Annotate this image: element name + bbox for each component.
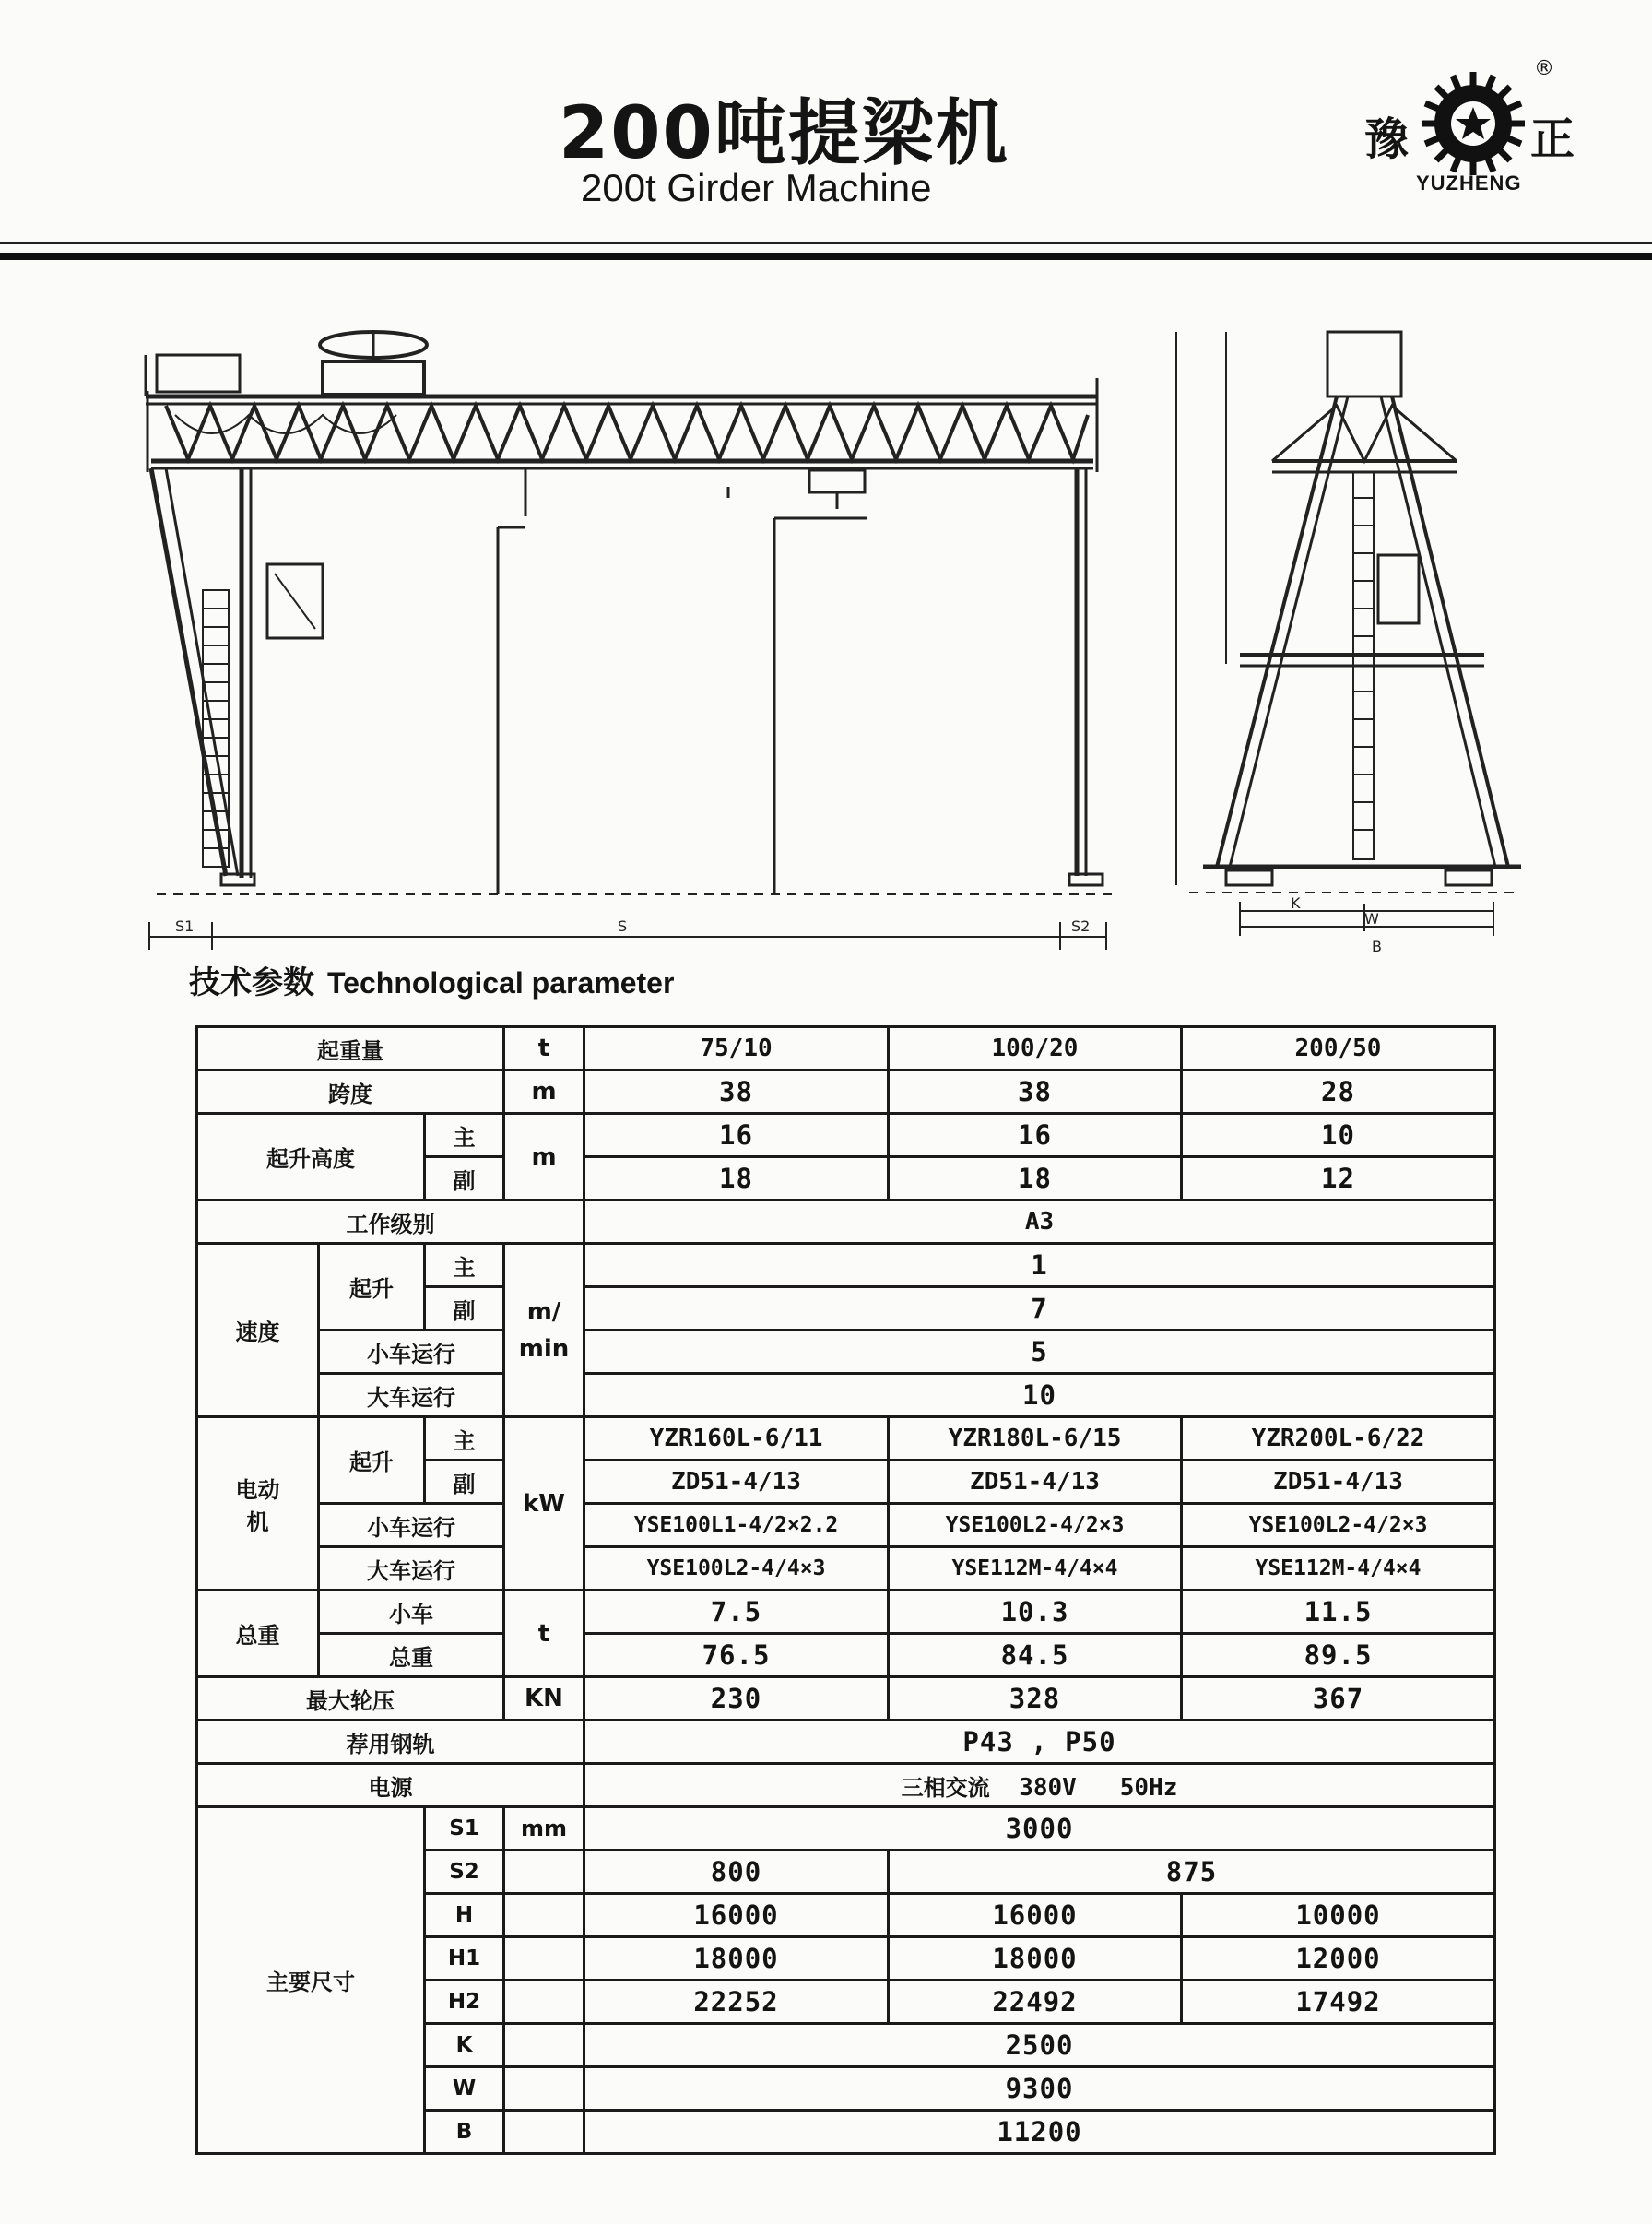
blank-cell [504, 2024, 584, 2067]
row-label: 总重 [197, 1591, 319, 1677]
value-cell: 800 [584, 1851, 889, 1894]
dim-label-s2: S2 [1071, 917, 1091, 935]
value-cell: 76.5 [584, 1634, 889, 1677]
blank-cell [504, 1981, 584, 2024]
value-cell: 367 [1182, 1677, 1495, 1721]
value-cell: 10000 [1182, 1894, 1495, 1937]
value-cell: 18 [584, 1157, 889, 1201]
value-cell: 11.5 [1182, 1591, 1495, 1634]
value-cell: 18 [889, 1157, 1182, 1201]
row-label: 工作级别 [197, 1201, 584, 1244]
unit-cell: t [504, 1591, 584, 1677]
value-cell: ZD51-4/13 [1182, 1461, 1495, 1504]
value-cell: ZD51-4/13 [889, 1461, 1182, 1504]
page-subtitle: 200t Girder Machine [581, 166, 932, 209]
value-cell: 17492 [1182, 1981, 1495, 2024]
value-cell: YSE112M-4/4×4 [889, 1547, 1182, 1591]
row-label: 起升高度 [197, 1114, 425, 1201]
row-label: 起重量 [197, 1027, 504, 1071]
logo-wordmark: YUZHENG [1416, 172, 1522, 195]
table-row-speed-crane [197, 1374, 1495, 1417]
front-view [146, 332, 1115, 950]
table-row-work-class [197, 1201, 1495, 1244]
sub-label: H1 [425, 1937, 504, 1981]
sub-label: W [425, 2067, 504, 2111]
value-cell: 10 [584, 1374, 1495, 1417]
value-cell: 200/50 [1182, 1027, 1495, 1071]
value-cell: 2500 [584, 2024, 1495, 2067]
sub-label: 副 [425, 1157, 504, 1201]
sub-label: 主 [425, 1417, 504, 1461]
value-cell: 7.5 [584, 1591, 889, 1634]
unit-cell: m [504, 1114, 584, 1201]
value-cell: YZR160L-6/11 [584, 1417, 889, 1461]
table-row-motor-trolley [197, 1504, 1495, 1547]
blank-cell [504, 1894, 584, 1937]
page-title: 200吨提梁机 [559, 92, 1009, 175]
header-rule-thick [0, 253, 1652, 260]
row-label: 跨度 [197, 1071, 504, 1114]
row-label: 主要尺寸 [197, 1807, 425, 2154]
unit-cell: KN [504, 1677, 584, 1721]
value-cell: 18000 [584, 1937, 889, 1981]
row-label: 电动机 [197, 1417, 319, 1591]
value-cell: 3000 [584, 1807, 1495, 1851]
value-cell: YSE100L2-4/2×3 [889, 1504, 1182, 1547]
unit-cell: t [504, 1027, 584, 1071]
table-row-span [197, 1071, 1495, 1114]
value-cell: YSE100L1-4/2×2.2 [584, 1504, 889, 1547]
value-cell: 5 [584, 1331, 1495, 1374]
value-cell: 18000 [889, 1937, 1182, 1981]
sub-label: 小车 [319, 1591, 504, 1634]
blank-cell [504, 2067, 584, 2111]
value-cell: 11200 [584, 2111, 1495, 2154]
value-cell: YZR200L-6/22 [1182, 1417, 1495, 1461]
value-cell: 10.3 [889, 1591, 1182, 1634]
value-cell: 16 [889, 1114, 1182, 1157]
sub-label: S2 [425, 1851, 504, 1894]
value-cell: 16000 [889, 1894, 1182, 1937]
table-row-motor-crane [197, 1547, 1495, 1591]
sub-label: B [425, 2111, 504, 2154]
table-row-speed-trolley [197, 1331, 1495, 1374]
gear-icon [1418, 68, 1528, 179]
table-row-height-main [197, 1114, 1495, 1157]
table-row-power [197, 1764, 1495, 1807]
table-row-weight-total [197, 1634, 1495, 1677]
power-prefix: 三相交流 [901, 1774, 990, 1801]
unit-cell: m/ min [504, 1244, 584, 1417]
value-cell: 28 [1182, 1071, 1495, 1114]
value-cell: 22252 [584, 1981, 889, 2024]
power-value: 380V 50Hz [1019, 1773, 1178, 1802]
sub-label: 副 [425, 1287, 504, 1331]
sub-label: H [425, 1894, 504, 1937]
sub-label: 大车运行 [319, 1374, 504, 1417]
page-header [0, 0, 1652, 267]
unit-cell: mm [504, 1807, 584, 1851]
sub-label: 起升 [319, 1417, 425, 1504]
sub-label: 起升 [319, 1244, 425, 1331]
sub-label: 总重 [319, 1634, 504, 1677]
row-label: 速度 [197, 1244, 319, 1417]
table-row-motor-main [197, 1417, 1495, 1461]
value-cell: 10 [1182, 1114, 1495, 1157]
value-cell: YSE100L2-4/2×3 [1182, 1504, 1495, 1547]
value-cell: 89.5 [1182, 1634, 1495, 1677]
sub-label: 小车运行 [319, 1504, 504, 1547]
value-cell: ZD51-4/13 [584, 1461, 889, 1504]
sub-label: H2 [425, 1981, 504, 2024]
value-cell: 22492 [889, 1981, 1182, 2024]
row-label: 最大轮压 [197, 1677, 504, 1721]
sub-label: 副 [425, 1461, 504, 1504]
value-cell: 9300 [584, 2067, 1495, 2111]
sub-label: 主 [425, 1114, 504, 1157]
value-cell: 328 [889, 1677, 1182, 1721]
sub-label: S1 [425, 1807, 504, 1851]
table-row-dim-s1 [197, 1807, 1495, 1851]
unit-cell: kW [504, 1417, 584, 1591]
value-cell: YZR180L-6/15 [889, 1417, 1182, 1461]
header-rule-thin [0, 242, 1652, 244]
girder-machine-drawing [138, 313, 1521, 959]
value-cell: 16 [584, 1114, 889, 1157]
table-row-capacity [197, 1027, 1495, 1071]
brand-logo [1364, 57, 1586, 205]
value-cell: YSE100L2-4/4×3 [584, 1547, 889, 1591]
table-row-weight-trolley [197, 1591, 1495, 1634]
value-cell: 84.5 [889, 1634, 1182, 1677]
value-cell: 7 [584, 1287, 1495, 1331]
row-label: 电源 [197, 1764, 584, 1807]
sub-label: K [425, 2024, 504, 2067]
value-cell: 12000 [1182, 1937, 1495, 1981]
section-title [189, 957, 674, 1002]
sub-label: 小车运行 [319, 1331, 504, 1374]
dim-label-k: K [1291, 894, 1301, 912]
unit-cell: m [504, 1071, 584, 1114]
value-cell: 1 [584, 1244, 1495, 1287]
row-label: 荐用钢轨 [197, 1721, 584, 1764]
value-cell: 75/10 [584, 1027, 889, 1071]
dim-label-s1: S1 [175, 917, 195, 935]
value-cell: 230 [584, 1677, 889, 1721]
value-cell: 100/20 [889, 1027, 1182, 1071]
registered-mark: ® [1534, 57, 1554, 80]
section-title-en: Technological parameter [327, 966, 675, 1000]
value-cell: 16000 [584, 1894, 889, 1937]
table-row-wheel-load [197, 1677, 1495, 1721]
dim-label-w: W [1364, 910, 1379, 928]
value-cell [584, 1764, 1495, 1807]
value-cell: A3 [584, 1201, 1495, 1244]
table-row-rail [197, 1721, 1495, 1764]
sub-label: 大车运行 [319, 1547, 504, 1591]
section-title-cn: 技术参数 [189, 964, 314, 1001]
value-cell: 38 [584, 1071, 889, 1114]
table-row-speed-main [197, 1244, 1495, 1287]
value-cell: 12 [1182, 1157, 1495, 1201]
value-cell: 38 [889, 1071, 1182, 1114]
dim-label-b: B [1372, 938, 1382, 955]
spec-table [195, 1025, 1496, 2155]
blank-cell [504, 1937, 584, 1981]
sub-label: 主 [425, 1244, 504, 1287]
side-view [1176, 332, 1521, 936]
logo-char-left: 豫 [1364, 113, 1410, 165]
blank-cell [504, 2111, 584, 2154]
value-cell: 875 [889, 1851, 1495, 1894]
dim-label-span: S [618, 917, 628, 935]
logo-char-right: 正 [1530, 113, 1575, 165]
value-cell: YSE112M-4/4×4 [1182, 1547, 1495, 1591]
blank-cell [504, 1851, 584, 1894]
value-cell: P43 , P50 [584, 1721, 1495, 1764]
